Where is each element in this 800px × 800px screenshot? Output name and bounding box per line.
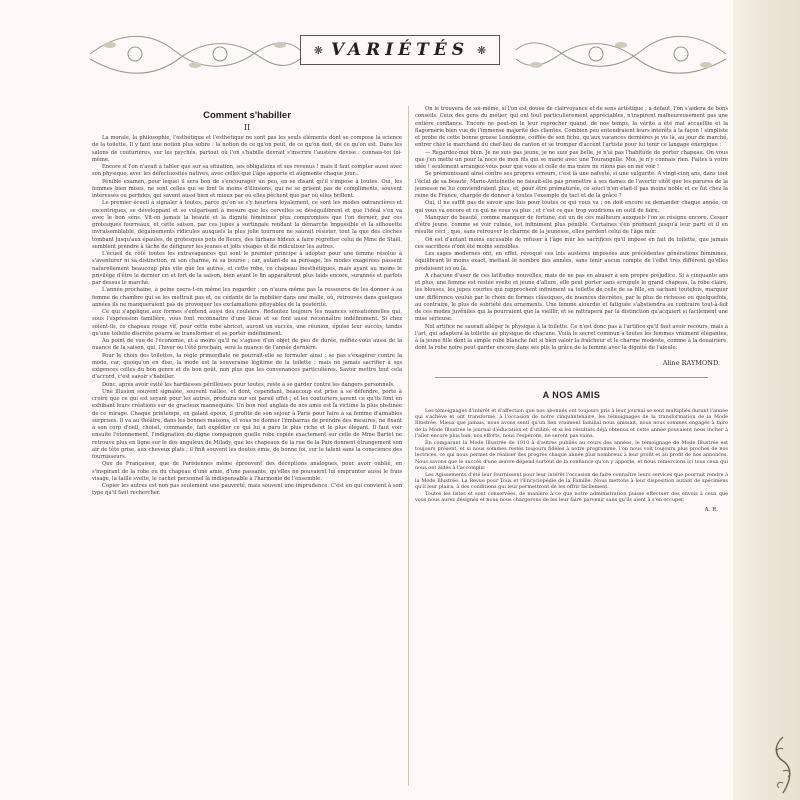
article-paragraph: Manquer de beauté, comme manquer de fortune, est un de ces malheurs auxquels l'on se résigne encore. Cesser d'être jeune, comme se voir ruinée, est infiniment plus pénible. Certaines s'en prennent jusqu'à leur parti et il en résulte ceci : que, sans retrouver le charme de la jeunesse, elles perdent celui de l'âge mûr. bbox=[415, 214, 728, 236]
article-paragraph: Nul artifice ne saurait alléger le physique à la toilette. Ce n'est donc pas à l'artifice qu'il faut avoir recours, mais à l'art, qui adaptera la toilette au physique de chacune. Voilà le secret commun à toutes les femmes vraiment élégantes, à la jeune fille dont la simple robe blanche fait si bien valoir la fraîcheur et le charme modeste, comme à la douairière, dont la robe noire peut garder encore dans ses plis la grâce de la femme avec la dignité de l'aïeule. bbox=[415, 323, 728, 352]
article-paragraph: Que de Françaises, que de Parisiennes même éprouvent des déceptions analogues, pour avoir oublié, en s'inspirant de la robe ou du chapeau d'une amie, d'une passante, qu'elles ne pouvaient lui emprunter aussi le frais visage, la taille svelte, le cachet personnel là indispensable à l'harmonie de l'ensemble. bbox=[92, 461, 402, 482]
article-paragraph: On le trouvera de soi-même, si l'on est douée de clairvoyance et de sens artistique ; à défaut, l'on s'aidera de bons conseils. Ceux des gens du métier, qui ont tout particulièrement appréciables, n'inspirent malheureusement pas une entière confiance. Encore ne peut-on le leur reprocher quand, de nos temps, la vérité a été mal accueillie et la flagornerie bien vue de l'immense majorité des clientes. Combien peu entendraient leurs intérêts à la façon ! simpliste et probe de cette bonne grosse Londonne, coiffée de son fichu, qu'aux vacances dernières je vis là, au jour de marché, entrer chez le marchand du chef-lieu de canton et se tromper d'accent l'artiste pour lui tenir ce langage énergique : bbox=[415, 106, 728, 149]
article-paragraph: Oui, il ne suffit pas de savoir une fois pour toutes ce qui vous va ; on doit encore se demander chaque année, ce qui vous va encore et ce qui ne vous va plus ; et c'est ce que trop voudrions en outil de faire. bbox=[415, 200, 728, 214]
article-paragraph: Pour le choix des toilettes, la règle primordiale ne pourrait-elle se formuler ainsi : se pas s'exagérer contre la mode, car, quoiqu'on en dise, la mode est la souveraine légitime de la toilette ; mais ne jamais sacrifier à ses exigences celles du bon genre et du bon goût, non plus que les convenances particulières. Savoir mettre tout cela d'accord, c'est savoir s'habiller. bbox=[92, 352, 402, 381]
floral-ornament bbox=[770, 735, 796, 795]
title-ornament-right: ❋ bbox=[476, 43, 487, 57]
column-divider bbox=[408, 106, 409, 786]
article-paragraph: Se prémunissant ainsi contre ses propres erreurs, c'est là une naïveté, si une vulgarité. A vingt-cinq ans, dans tout l'éclat de sa beauté, Marie-Antoinette ne faisait-elle pas promettre à ses dames de l'avertir sitôt que les parures de la jeunesse ne lui conviendraient plus, et, pour être prématurée, ce souci n'en était-il pas moins noble et ce fut chez la reine de France, chargée de donner à toutes l'exemple du tact et de la grâce ? bbox=[415, 171, 728, 199]
article-part-number: II bbox=[243, 123, 251, 132]
amis-signature: A. R. bbox=[704, 506, 718, 513]
amis-title: A NOS AMIS bbox=[542, 389, 601, 400]
article-paragraph: A chacune d'user de ces latitudes nouvelles, mais de ne pas en abuser à son propre préjudice. Si à cinquante ans et plus, une femme est restée svelte et jeune d'allure, elle peut porter sans scrupule le grand chapeau, la robe claire, les blouses, les jupes courtes qui rapprochent infiniment sa toilette de celle de sa fille, en sachant toutefois, marquer une différence voulue par le choix de formes classiques, de nuances discrètes, par le plus de richesse ou quelquefois, au contraire, le plus de sobriété des ornements. Une femme alourdie et fatiguée s'abstiendra au contraire tout-à-fait de ces modes juvéniles qui la pourraient que la vieillir, et se rattrapera par la distinction qu'acquiert si facilement une mise sérieuse. bbox=[415, 272, 728, 323]
section-title-box bbox=[300, 35, 500, 65]
left-column bbox=[92, 106, 402, 796]
article-paragraph: Copier les autres est non pas seulement une pauvreté, mais souvent une imprudence. C'est en qui convient à son type qu'il faut rechercher. bbox=[92, 483, 402, 497]
article-title: Comment s'habiller bbox=[203, 110, 291, 121]
article-paragraph: Encore si l'on n'avait à tabler que sur sa situation, ses obligations et ses revenus ! mais il faut compter aussi avec son physique, avec les défectuosités natives, avec celles que l'âge apporte et augmente chaque jour... bbox=[92, 164, 402, 178]
amis-paragraph: En comparant la Mode Illustrée de 1910 à d'autres publiés au cours des années, le témoignage de Mode Illustrée est toujours présent, et si nous sommes restés toujours fidèles à notre programme, l'on nous voit toujours plus proches de nos lectrices, ce qui nous permet de réaliser des progrès chaque année plus nombreux à leur profit et au profit de nos annonces. Nous savons que le succès d'une œuvre dépend surtout de la confiance qu'on y apporte, et nous remercions ici tous ceux qui nous ont aidés à l'accomplir. bbox=[415, 439, 728, 472]
article-paragraph: Une illusion souvent signalée, souvent raillée, et dont, cependant, beaucoup est prise à se défendre, porte à croire que ce qui est seyant pour les autres, produira sur soi pareil effet ; et les couturiers savent ce qu'ils font en exhibant leurs créations sur de gracieux mannequins. Un bon réel anglais de nos amis est la victime la plus obstinée de ce mirage. Chaque printemps, en galant époux, il profite de son séjour à Paris pour faire à sa femme d'aimables surprises. Il va au théâtre, dans les bonnes maisons, et vous ne donner l'embarras de prendre des mesures, ne fixant à son corp d'oeil, choisit, commande, fait expédier ce qui lui a paru le plus riche et le plus élégant. Il faut voir ensuite l'étonnement, l'indignation du digne compagnon quelle robe copiée exactement sur celle de Mme Bartet ne retrouve plus en ligne sur le dos anguleux de Milady, que les chapeaux de la rue de la Paix donnent étrangement son air de tête grise, aux cheveux plats ; il finit souvent les doutes émis, de bonne foi, sur le talent sans la conscience des fournisseurs. bbox=[92, 388, 402, 460]
article-paragraph: On est d'autant moins excusable de refuser à l'âge mûr les sacrifices qu'il impose en fait de toilette, que jamais ces sacrifices n'ont été moins sensibles. bbox=[415, 236, 728, 250]
article-paragraph: Au point de vue de l'économie, et à moins qu'il ne s'agisse d'un objet de peu de durée, méfiez-vous aussi de la nuance de la saison, qui, l'hiver ou l'été prochain, sera la nuance de l'année dernière. bbox=[92, 338, 402, 352]
amis-paragraph: Toutes les listes et sont conservées, de manière à ce que notre administration puisse effectuer des envois à ceux que vous nous aurez désignés et nous nous chargerons de les leur faire parvenir sans qu'ils aient à s'en occuper. bbox=[415, 490, 728, 504]
section-separator bbox=[435, 377, 708, 378]
article-paragraph: Le premier écueil à signaler à toutes, parce qu'on se s'y heurtera loyalement, ce sont les modes outrancières et excentriques, se développant et se vulgarisant à mesure que les cervelles se déséquilibrent et que l'idéal s'en va avec le bon sens. Vit-on jamais la beauté et la dignité féminines plus compromises que l'on dernier, par ces grotesques fourreaux, et cette saison, par ces jupes à surtingale rendant la démarche impossible et la silhouette invraisemblable, dégaînements ridicules auxquels la plus jolie tournure ne saurait résister, tout la que des cloches tombant jusqu'aux épaules, de grotesques pots de fleurs, des turbans hideux à faire regretter celui de Mme de Staël, semblent prendre à tâche de défigurer les jeunes et jolis visages et de ridiculiser les autres. bbox=[92, 200, 402, 250]
article-paragraph: Donc, après avoir évité les hardiesses périlleuses pour toutes, reste à se garder contre les dangers personnels. bbox=[102, 381, 395, 388]
amis-paragraph: Les Agissements d'été leur fournissent pour leur intérêt l'occasion de faire connaître leurs services que pourrait rendre à la Mode Illustrée. La Revue pour Tous et l'Encyclopédie de la Famille. Nous mettons à leur disposition autant de spécimens qu'il leur plaira, à des conditions qui leur permettront de les offrir facilement. bbox=[415, 471, 728, 491]
article-paragraph: L'écueil de côté toutes les extravagances qui sont le premier principe à adopter pour une femme résolue à s'aventurer ni sa distinction, ni son charme, ni sa bourse ; car, autant-de sa pensage, les modes exagérées passent naturellement beaucoup plus vite que les autres, et cette robe, ce chapeau inesthétiques, mais ayant au moins le privilège d'être le dernier cri et fort de la saison, bien avant le fin apparaîtront plus laids encore, surannés et parfois par dessus le marché. bbox=[92, 251, 402, 286]
article-paragraph: Ce qui s'applique aux formes s'entend aussi des couleurs. Redoutez toujours les nuances sensationnelles qui, sous l'expression familière, vous font reconnaître d'une lieue et se font aussi reconnaître indéfiniment. Si chez soient-ils, ce chapeau rouge vif, pour cette robe abricot, auront un succès, une réunion, épuisé leur succès, tandis qu'une toilette discrète pourra se transformer et se porter indéfiniment. bbox=[92, 309, 402, 337]
article-paragraph: — Regardez-moi bien. Je ne suis pas jeune, je ne suis pas belle, je n'ai pas l'habitude de porter chapeau. On vous que j'en mette un pour la noce de mon fils qui se marie avec une Tourangelle. Moi, je n'y connais rien. Faites à votre idée ! seulement arrangez-vous pour que vous et celle de ma mère ne riions pas en me voir ! bbox=[415, 149, 728, 170]
title-ornament-left: ❋ bbox=[313, 43, 323, 57]
section-title: VARIÉTÉS bbox=[331, 40, 469, 60]
article-paragraph: Les sages modernes ont, en effet, révoqué ces lois austères imposées aux précédentes générations féminines, équilibrant le moins exact, mettant le nombre des années, sans tenir aucun compte de l'effet très différent qu'elles produisent ici ou là. bbox=[415, 251, 728, 272]
article-signature: Aline RAYMOND. bbox=[662, 358, 720, 367]
amis-section bbox=[415, 390, 728, 513]
article-paragraph: L'année prochaine, à peine osera-t-on même les regarder ; on n'aura même pas la ressource de les donner à sa femme de chambre qui se les mettrait pas et, ou cédants de la mobilier dans une malle, où, retrouvés dans quelques années ils ne manqueraient pas de provoquer les exclamations pitoyables de la postérité. bbox=[92, 287, 402, 308]
right-column bbox=[415, 106, 728, 796]
page-edge bbox=[733, 0, 800, 800]
amis-paragraph: Les témoignages d'intérêt et d'affection que nos abonnés ont toujours pris à leur journal se sont multipliés durant l'année qui s'achève et ont transformé, à l'occasion de notre cinquantenaire, les témoignages de la transformation de la Mode Illustrée. Mieux que jamais, nous avons senti qu'un lien vraiment familial nous unissait, nous nous sommes engagés à faire de la Mode Illustrée le journal d'éducation et d'utilité, et si les résultats déjà obtenus et cette année pouvaient nous inciter à l'aller encore plus loin, nos efforts, nous l'espérons, ne seront pas vains. bbox=[415, 407, 728, 440]
article-paragraph: La morale, la philosophie, l'esthétique et l'esthétique ne sont pas les seuls éléments dont se compose la science de la toilette. Il y faut une notion plus sobre : la notion de ce qu'on peut, de ce qu'on doit, de ce qu'on est. Dans les salons de couturières, sur les psychés, partout où l'on s'habille devrait s'inscrire l'austère devise : connais-toi toi-même. bbox=[92, 135, 402, 163]
article-paragraph: Pénible examen, pour lequel il sera bon de s'encourager un peu, en se disant qu'il s'impose à toutes. Oui, les femmes bien mises, ne sont celles qui se font le moins d'illusions, qui ne se grisent pas de compliments, souvent intéressés ou perfides, qui savent aussi bien et mieux par où elles pèchent que par où elles brillent. bbox=[92, 178, 402, 199]
